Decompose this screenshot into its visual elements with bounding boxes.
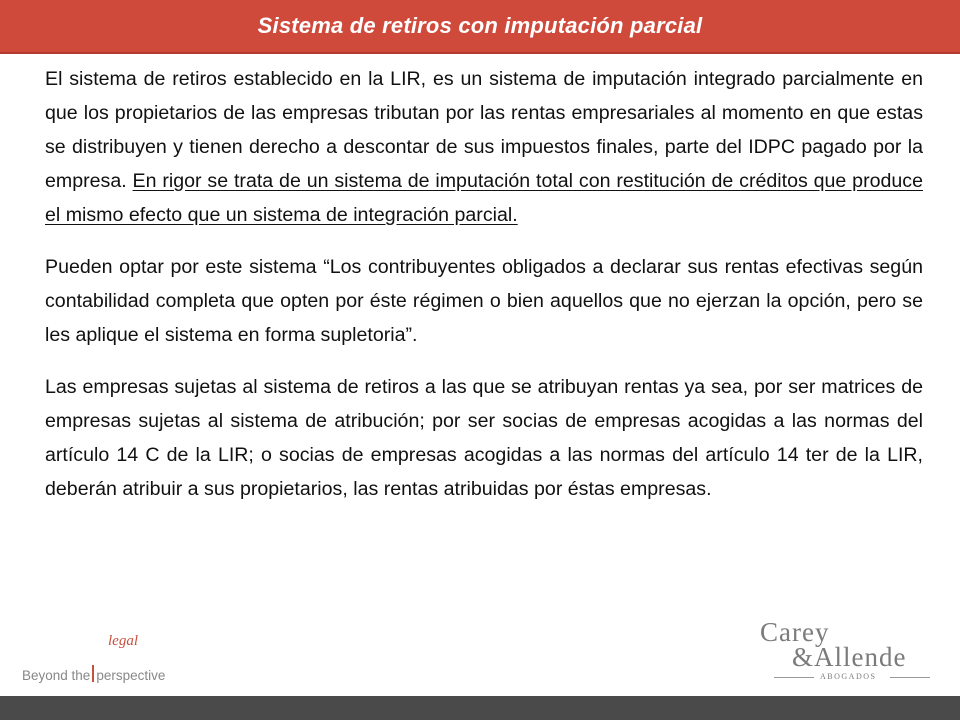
bottom-strip — [0, 696, 960, 720]
paragraph-3: Las empresas sujetas al sistema de retiros a las que se atribuyan rentas ya sea, por ser matrices de empresas sujetas al sistema de atribución; por ser socias de empresas acogidas a las normas del artículo 14 C de la LIR; o socias de empresas acogidas a las normas del artículo 14 ter de la LIR, deberán atribuir a sus propietarios, las rentas atribuidas por éstas empresas. — [45, 376, 923, 500]
logo-sub: ABOGADOS — [820, 672, 877, 681]
slide-body — [45, 62, 923, 506]
paragraph-1-text: El sistema de retiros establecido en la LIR, es un sistema de imputación integrado parcialmente en que los propietarios de las empresas tributan por las rentas empresariales al momento en que estas se distribuyen y tienen derecho a descontar de sus impuestos finales, parte del IDPC pagado por la empresa. — [45, 68, 923, 192]
slide-title: Sistema de retiros con imputación parcial — [257, 13, 703, 38]
carey-allende-logo — [760, 617, 940, 682]
logo-rule-left — [774, 677, 814, 678]
logo-line-2: &Allende — [792, 642, 907, 672]
paragraph-2: Pueden optar por este sistema “Los contribuyentes obligados a declarar sus rentas efectivas según contabilidad completa que opten por éste régimen o bien aquellos que no ejerzan la opción, pero se les aplique el sistema en forma supletoria”. — [45, 256, 923, 346]
tagline-logo — [22, 633, 222, 693]
paragraph-1-underlined-text: En rigor se trata de un sistema de imputación total con restitución de créditos que produce el mismo efecto que un sistema de integración parcial. — [45, 170, 923, 226]
tagline — [22, 665, 165, 683]
legal-word: legal — [108, 633, 138, 649]
paragraph-1 — [45, 62, 923, 232]
title-bar — [0, 0, 960, 54]
logo-line-1: Carey — [760, 617, 830, 647]
tagline-before: Beyond the — [22, 668, 91, 683]
tagline-bar-icon — [92, 665, 94, 682]
tagline-after: perspective — [96, 668, 166, 683]
logo-rule-right — [890, 677, 930, 678]
